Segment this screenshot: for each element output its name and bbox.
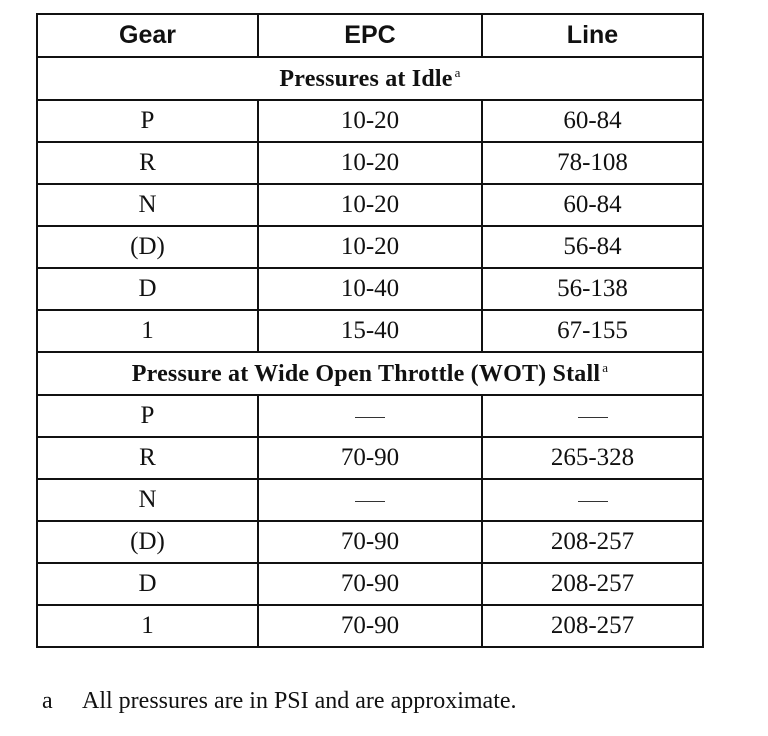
footnote <box>42 688 517 715</box>
cell-epc: 10-20 <box>258 184 482 226</box>
section-title <box>37 57 703 100</box>
section-row <box>37 352 703 395</box>
empty-dash <box>578 501 608 503</box>
table-row <box>37 184 703 226</box>
footnote-reference: a <box>602 359 609 375</box>
header-line: Line <box>482 14 703 57</box>
section-title-text: Pressure at Wide Open Throttle (WOT) Stall <box>131 360 601 387</box>
cell-epc: 70-90 <box>258 437 482 479</box>
cell-line <box>482 395 703 437</box>
cell-gear: 1 <box>37 310 258 352</box>
cell-epc: 10-20 <box>258 226 482 268</box>
footnote-text: All pressures are in PSI and are approximate. <box>82 688 517 714</box>
section-title <box>37 352 703 395</box>
cell-epc: 10-20 <box>258 100 482 142</box>
cell-line: 56-84 <box>482 226 703 268</box>
header-row <box>37 14 703 57</box>
cell-line <box>482 479 703 521</box>
cell-gear: P <box>37 100 258 142</box>
cell-epc <box>258 395 482 437</box>
table-row <box>37 521 703 563</box>
table-row <box>37 563 703 605</box>
table-row <box>37 310 703 352</box>
cell-gear: P <box>37 395 258 437</box>
table-row <box>37 268 703 310</box>
cell-line: 56-138 <box>482 268 703 310</box>
cell-gear: (D) <box>37 226 258 268</box>
cell-gear: D <box>37 268 258 310</box>
empty-dash <box>355 417 385 419</box>
cell-epc: 70-90 <box>258 521 482 563</box>
table-row <box>37 437 703 479</box>
cell-line: 60-84 <box>482 100 703 142</box>
empty-dash <box>355 501 385 503</box>
section-title-text: Pressures at Idle <box>279 65 453 92</box>
cell-epc: 15-40 <box>258 310 482 352</box>
cell-gear: D <box>37 563 258 605</box>
cell-gear: R <box>37 142 258 184</box>
cell-line: 67-155 <box>482 310 703 352</box>
header-gear: Gear <box>37 14 258 57</box>
pressure-table <box>36 13 704 648</box>
cell-line: 78-108 <box>482 142 703 184</box>
cell-epc: 70-90 <box>258 563 482 605</box>
table-row <box>37 479 703 521</box>
section-row <box>37 57 703 100</box>
cell-line: 60-84 <box>482 184 703 226</box>
cell-epc: 10-20 <box>258 142 482 184</box>
table-body <box>37 57 703 647</box>
footnote-mark: a <box>42 688 53 714</box>
table-row <box>37 226 703 268</box>
table-row <box>37 142 703 184</box>
empty-dash <box>578 417 608 419</box>
table-row <box>37 605 703 647</box>
cell-epc: 10-40 <box>258 268 482 310</box>
cell-epc: 70-90 <box>258 605 482 647</box>
cell-gear: R <box>37 437 258 479</box>
footnote-reference: a <box>454 64 461 80</box>
table-row <box>37 395 703 437</box>
header-epc: EPC <box>258 14 482 57</box>
cell-gear: N <box>37 479 258 521</box>
cell-line: 208-257 <box>482 563 703 605</box>
table-row <box>37 100 703 142</box>
cell-line: 265-328 <box>482 437 703 479</box>
cell-gear: N <box>37 184 258 226</box>
cell-line: 208-257 <box>482 521 703 563</box>
cell-gear: 1 <box>37 605 258 647</box>
cell-epc <box>258 479 482 521</box>
cell-line: 208-257 <box>482 605 703 647</box>
cell-gear: (D) <box>37 521 258 563</box>
